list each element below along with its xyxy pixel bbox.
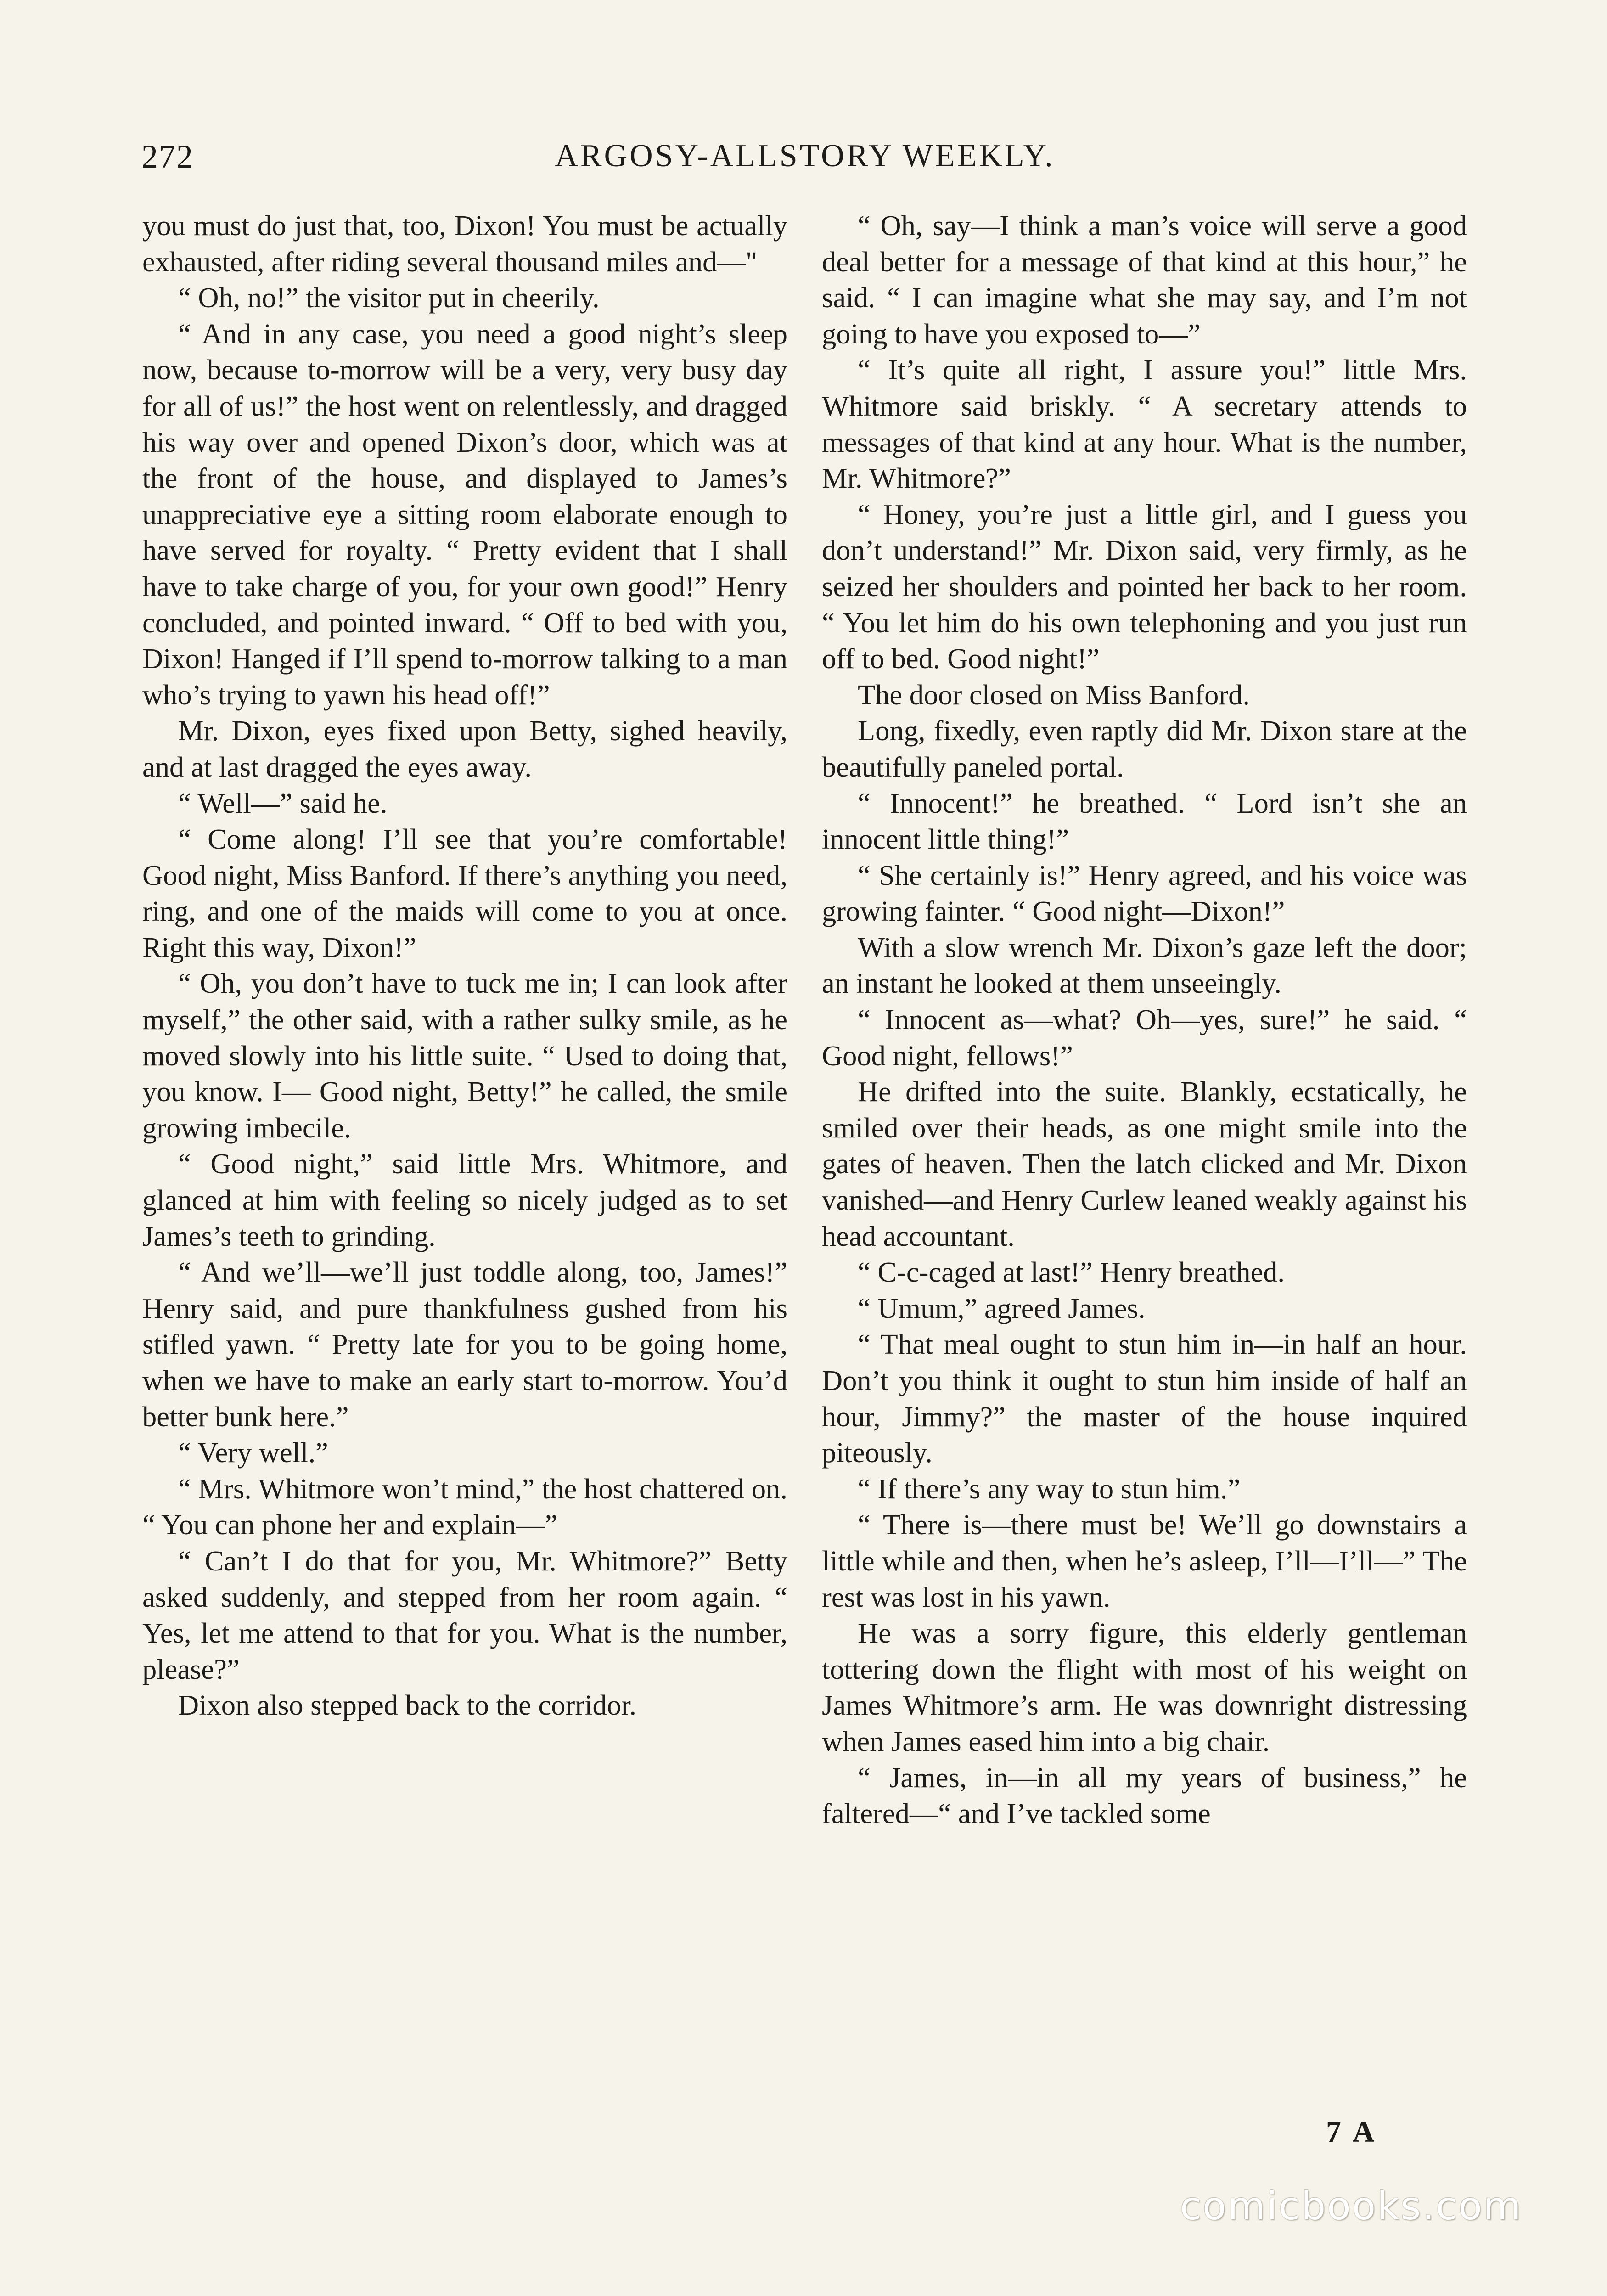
paragraph: Mr. Dixon, eyes fixed upon Betty, sighed heavily, and at last dragged the eyes away. xyxy=(142,715,787,783)
left-column xyxy=(142,208,787,1723)
paragraph: “ And we’ll—we’ll just toddle along, too, James!” Henry said, and pure thankfulness gushed from his stifled yawn. “ Pretty late for you to be going home, when we have to make an early start to-morrow. You’d better bunk here.” xyxy=(142,1256,787,1433)
paragraph: “ Innocent!” he breathed. “ Lord isn’t she an innocent little thing!” xyxy=(822,787,1467,855)
paragraph: “ Umum,” agreed James. xyxy=(858,1292,1146,1324)
paragraph: With a slow wrench Mr. Dixon’s gaze left the door; an instant he looked at them unseeingly. xyxy=(822,931,1467,1000)
paragraph: “ Good night,” said little Mrs. Whitmore, and glanced at him with feeling so nicely judged as to set James’s teeth to grinding. xyxy=(142,1148,787,1252)
paragraph: “ That meal ought to stun him in—in half an hour. Don’t you think it ought to stun him inside of half an hour, Jimmy?” the master of the house inquired piteously. xyxy=(822,1328,1467,1469)
paragraph: “ Oh, no!” the visitor put in cheerily. xyxy=(178,281,600,314)
paragraph: “ Innocent as—what? Oh—yes, sure!” he said. “ Good night, fellows!” xyxy=(822,1003,1467,1072)
paragraph: “ Come along! I’ll see that you’re comfortable! Good night, Miss Banford. If there’s anything you need, ring, and one of the maids will come to you at once. Right this way, Dixon!” xyxy=(142,823,787,963)
paragraph: Long, fixedly, even raptly did Mr. Dixon stare at the beautifully paneled portal. xyxy=(822,715,1467,783)
paragraph: Dixon also stepped back to the corridor. xyxy=(178,1689,637,1722)
paragraph: “ If there’s any way to stun him.” xyxy=(858,1472,1241,1505)
paragraph: “ And in any case, you need a good night’s sleep now, because to-morrow will be a very, very busy day for all of us!” the host went on relentlessly, and dragged his way over and opened Dixon’s door, which was at the front of the house, and displayed to James’s unappreciative eye a sitting room elaborate enough to have served for royalty. “ Pretty evident that I shall have to take charge of you, for your own good!” Henry concluded, and pointed inward. “ Off to bed with you, Dixon! Hanged if I’ll spend to-morrow talking to a man who’s trying to yawn his head off!” xyxy=(142,317,787,711)
paragraph: “ Very well.” xyxy=(178,1436,328,1469)
page-number: 272 xyxy=(141,138,194,175)
paragraph: “ Oh, say—I think a man’s voice will serve a good deal better for a message of that kind at this hour,” he said. “ I can imagine what she may say, and I’m not going to have you exposed to—” xyxy=(822,209,1467,350)
paragraph: “ It’s quite all right, I assure you!” little Mrs. Whitmore said briskly. “ A secretary attends to messages of that kind at any hour. What is the number, Mr. Whitmore?” xyxy=(822,354,1467,495)
paragraph: The door closed on Miss Banford. xyxy=(858,678,1250,711)
paragraph: “ Well—” said he. xyxy=(178,787,388,819)
paragraph: He drifted into the suite. Blankly, ecstatically, he smiled over their heads, as one might smile into the gates of heaven. Then the latch clicked and Mr. Dixon vanished—and Henry Curlew leaned weakly against his head accountant. xyxy=(822,1075,1467,1252)
paragraph: “ Oh, you don’t have to tuck me in; I can look after myself,” the other said, with a rather sulky smile, as he moved slowly into his little suite. “ Used to doing that, you know. I— Good night, Betty!” he called, the smile growing imbecile. xyxy=(142,967,787,1144)
paragraph: “ James, in—in all my years of business,” he faltered—“ and I’ve tackled some xyxy=(822,1761,1467,1830)
paragraph: “ There is—there must be! We’ll go downstairs a little while and then, when he’s asleep, I’ll—I’ll—” The rest was lost in his yawn. xyxy=(822,1508,1467,1613)
running-head: ARGOSY-ALLSTORY WEEKLY. xyxy=(555,138,1055,174)
watermark: comicbooks.com xyxy=(1180,2183,1523,2228)
paragraph: you must do just that, too, Dixon! You must be actually exhausted, after riding several thousand miles and—" xyxy=(142,209,787,278)
paragraph: “ Mrs. Whitmore won’t mind,” the host chattered on. “ You can phone her and explain—” xyxy=(142,1472,787,1541)
signature-mark: 7 A xyxy=(1326,2115,1377,2149)
paragraph: “ C-c-caged at last!” Henry breathed. xyxy=(858,1256,1285,1289)
paragraph: “ Can’t I do that for you, Mr. Whitmore?” Betty asked suddenly, and stepped from her room again. “ Yes, let me attend to that for you. What is the number, please?” xyxy=(142,1544,787,1685)
paragraph: He was a sorry figure, this elderly gentleman tottering down the flight with most of his weight on James Whitmore’s arm. He was downright distressing when James eased him into a big chair. xyxy=(822,1617,1467,1757)
page-header xyxy=(141,138,1468,184)
paragraph: “ Honey, you’re just a little girl, and I guess you don’t understand!” Mr. Dixon said, very firmly, as he seized her shoulders and pointed her back to her room. “ You let him do his own telephoning and you just run off to bed. Good night!” xyxy=(822,498,1467,675)
paragraph: “ She certainly is!” Henry agreed, and his voice was growing fainter. “ Good night—Dixon!” xyxy=(822,859,1467,928)
right-column xyxy=(822,208,1467,1832)
